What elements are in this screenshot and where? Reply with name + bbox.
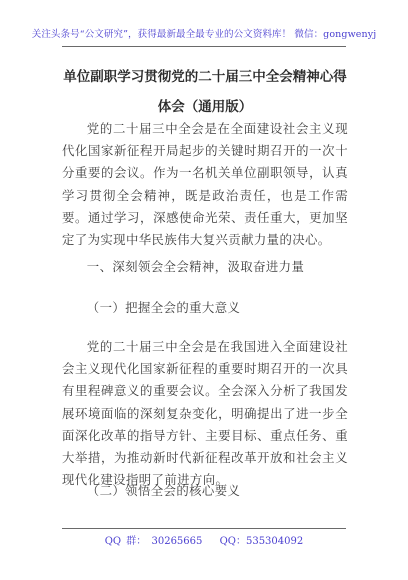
footer-qq-group: QQ 群： 30265665 bbox=[104, 536, 203, 547]
footer bbox=[0, 532, 408, 547]
subsection-paragraph: 党的二十届三中全会是在我国进入全面建设社会主义现代化国家新征程的重要时期召开的一次具有里程碑意义的重要会议。全会深入分析了我国发展环境面临的深刻复杂变化，明确提出了进一步全面深化改革的指导方针、主要目标、重点任务、重大举措，为推动新时代新征程改革开放和社会主义现代化建设指明了前进方向。 bbox=[62, 339, 348, 488]
intro-section bbox=[62, 118, 348, 251]
subsection-heading-2: （二）领悟全会的核心要义 bbox=[86, 483, 241, 498]
subsection-heading: （一）把握全会的重大意义 bbox=[86, 300, 241, 315]
section-heading: 一、深刻领会全会精神，汲取奋进力量 bbox=[86, 259, 305, 274]
subsection-body bbox=[62, 336, 348, 491]
header-banner: 关注头条号“公文研究”，获得最新最全最专业的公文资料库！ 微信：gongwenyj bbox=[31, 29, 377, 40]
header-divider bbox=[62, 46, 346, 47]
footer-divider bbox=[62, 528, 346, 529]
intro-paragraph: 党的二十届三中全会是在全面建设社会主义现代化国家新征程开局起步的关键时期召开的一次十分重要的会议。作为一名机关单位副职领导，认真学习贯彻全会精神，既是政治责任，也是工作需要。通过学习，深感使命光荣、责任重大，更加坚定了为实现中华民族伟大复兴贡献力量的决心。 bbox=[62, 121, 348, 248]
document-title: 单位副职学习贯彻党的二十届三中全会精神心得体会（通用版） bbox=[63, 69, 347, 115]
footer-qq: QQ：535304092 bbox=[219, 536, 304, 547]
